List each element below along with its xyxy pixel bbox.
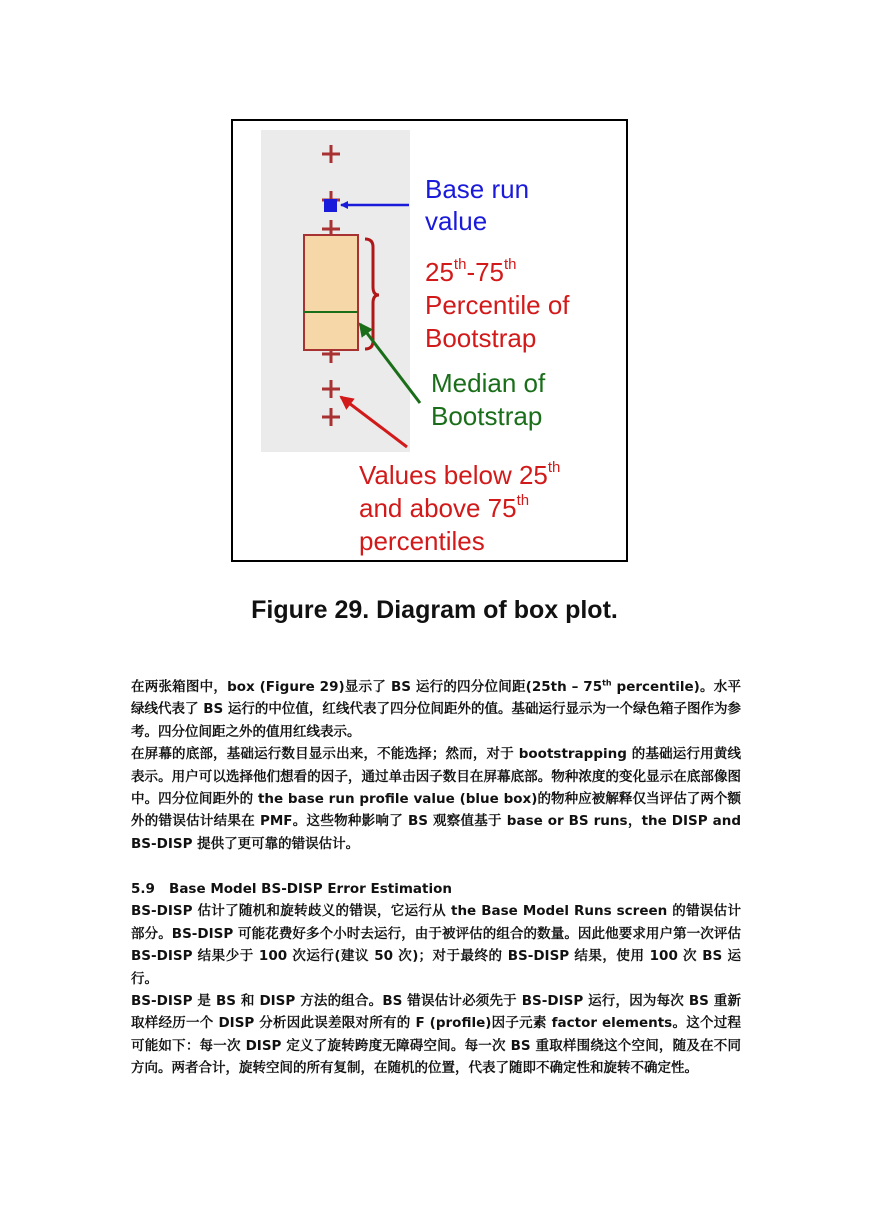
percentile-label-line1: 25th-75th — [425, 256, 517, 287]
outlier-label-line2: and above 75th — [359, 492, 530, 523]
section-heading: 5.9 Base Model BS-DISP Error Estimation — [131, 881, 452, 897]
median-label-line1: Median of — [431, 368, 546, 398]
paragraph-2: 在屏幕的底部，基础运行数目显示出来，不能选择；然而，对于 bootstrapping 的基础运行用黄线表示。用户可以选择他们想看的因子，通过单击因子数目在屏幕底部。物种浓度的变化显示在底部像图中。四分位间距外的 the base run profile value (blue box)的物种应被解释仅当评估了两个额外的错误估计结果在 PMF。这些物种影响了 BS 观察值基于 base or BS runs，the DISP and BS-DISP 提供了更可靠的错误估计。 — [131, 746, 741, 852]
body-text-lower — [131, 878, 741, 1080]
paragraph-3: BS-DISP 估计了随机和旋转歧义的错误，它运行从 the Base Model Runs screen 的错误估计部分。BS-DISP 可能花费好多个小时去运行，由于被评估的组合的数量。因此他要求用户第一次评估 BS-DISP 结果少于 100 次运行(建议 50 次)；对于最终的 BS-DISP 结果，使用 100 次 BS 运行。 — [131, 903, 741, 987]
base-run-label-line2: value — [425, 206, 488, 236]
box-plot-diagram — [233, 121, 626, 560]
paragraph-4: BS-DISP 是 BS 和 DISP 方法的组合。BS 错误估计必须先于 BS-DISP 运行，因为每次 BS 重新取样经历一个 DISP 分析因此误差限对所有的 F (profile)因子元素 factor elements。这个过程可能如下：每一次 DISP 定义了旋转跨度无障碍空间。每一次 BS 重取样围绕这个空间，随及在不同方向。两者合计，旋转空间的所有复制，在随机的位置，代表了随即不确定性和旋转不确定性。 — [131, 993, 741, 1077]
paragraph-1: 在两张箱图中，box (Figure 29)显示了 BS 运行的四分位间距(25th – 75th percentile)。水平绿线代表了 BS 运行的中位值，红线代表了四分位间距外的值。基础运行显示为一个绿色箱子图作为参考。四分位间距之外的值用红线表示。 — [131, 678, 742, 740]
base-run-marker — [324, 199, 337, 212]
median-label-line2: Bootstrap — [431, 401, 543, 431]
outlier-label-line3: percentiles — [359, 526, 485, 556]
percentile-label-line3: Bootstrap — [425, 323, 537, 353]
figure-caption: Figure 29. Diagram of box plot. — [251, 596, 618, 624]
body-text-upper — [131, 676, 741, 855]
box-plot-figure — [231, 119, 628, 562]
outlier-label-line1: Values below 25th — [359, 459, 561, 490]
percentile-label-line2: Percentile of — [425, 290, 570, 320]
base-run-label-line1: Base run — [425, 174, 530, 204]
iqr-box — [304, 235, 358, 350]
